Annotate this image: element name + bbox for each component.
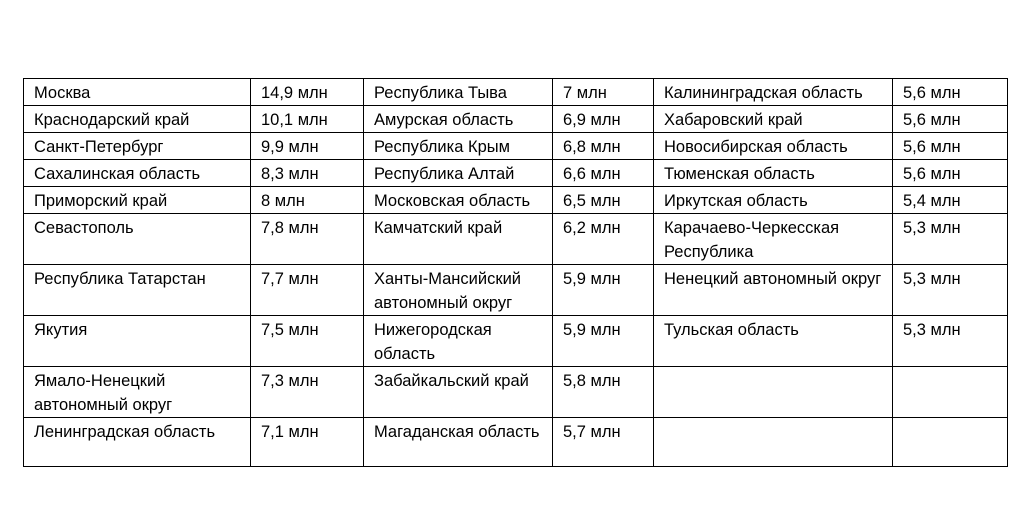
- value-cell: 6,2 млн: [553, 214, 654, 265]
- value-cell: 7,1 млн: [251, 418, 364, 467]
- value-cell: 5,6 млн: [893, 106, 1008, 133]
- region-name-cell: Калининградская область: [654, 79, 893, 106]
- empty-cell: [893, 367, 1008, 418]
- region-name-cell: Республика Тыва: [364, 79, 553, 106]
- region-name-cell: Республика Крым: [364, 133, 553, 160]
- value-cell: 14,9 млн: [251, 79, 364, 106]
- table-row: [24, 316, 1008, 367]
- region-name-cell: Ямало-Ненецкий автономный округ: [24, 367, 251, 418]
- table-row: [24, 160, 1008, 187]
- region-name-cell: Новосибирская область: [654, 133, 893, 160]
- empty-cell: [893, 418, 1008, 467]
- value-cell: 7,5 млн: [251, 316, 364, 367]
- value-cell: 5,9 млн: [553, 316, 654, 367]
- value-cell: 5,6 млн: [893, 133, 1008, 160]
- region-name-cell: Магаданская область: [364, 418, 553, 467]
- table-row: [24, 133, 1008, 160]
- region-name-cell: Забайкальский край: [364, 367, 553, 418]
- value-cell: 5,3 млн: [893, 265, 1008, 316]
- value-cell: 5,3 млн: [893, 316, 1008, 367]
- value-cell: 5,7 млн: [553, 418, 654, 467]
- empty-cell: [654, 418, 893, 467]
- value-cell: 7 млн: [553, 79, 654, 106]
- region-name-cell: Тюменская область: [654, 160, 893, 187]
- table-row: [24, 79, 1008, 106]
- table-row: [24, 214, 1008, 265]
- region-name-cell: Приморский край: [24, 187, 251, 214]
- region-name-cell: Москва: [24, 79, 251, 106]
- region-name-cell: Нижегородская область: [364, 316, 553, 367]
- empty-cell: [654, 367, 893, 418]
- value-cell: 6,5 млн: [553, 187, 654, 214]
- region-name-cell: Тульская область: [654, 316, 893, 367]
- value-cell: 7,3 млн: [251, 367, 364, 418]
- value-cell: 5,6 млн: [893, 160, 1008, 187]
- table-row: [24, 106, 1008, 133]
- value-cell: 5,4 млн: [893, 187, 1008, 214]
- region-name-cell: Севастополь: [24, 214, 251, 265]
- region-name-cell: Ленинградская область: [24, 418, 251, 467]
- region-name-cell: Сахалинская область: [24, 160, 251, 187]
- value-cell: 6,9 млн: [553, 106, 654, 133]
- value-cell: 8 млн: [251, 187, 364, 214]
- region-name-cell: Московская область: [364, 187, 553, 214]
- region-name-cell: Карачаево-Черкесская Республика: [654, 214, 893, 265]
- value-cell: 6,8 млн: [553, 133, 654, 160]
- value-cell: 10,1 млн: [251, 106, 364, 133]
- region-name-cell: Санкт-Петербург: [24, 133, 251, 160]
- region-name-cell: Амурская область: [364, 106, 553, 133]
- table-row: [24, 187, 1008, 214]
- region-name-cell: Камчатский край: [364, 214, 553, 265]
- value-cell: 5,9 млн: [553, 265, 654, 316]
- value-cell: 5,6 млн: [893, 79, 1008, 106]
- region-name-cell: Республика Татарстан: [24, 265, 251, 316]
- value-cell: 5,8 млн: [553, 367, 654, 418]
- value-cell: 7,8 млн: [251, 214, 364, 265]
- value-cell: 8,3 млн: [251, 160, 364, 187]
- region-name-cell: Ненецкий автономный округ: [654, 265, 893, 316]
- table-row: [24, 265, 1008, 316]
- region-name-cell: Краснодарский край: [24, 106, 251, 133]
- region-name-cell: Ханты-Мансийский автономный округ: [364, 265, 553, 316]
- table-row: [24, 418, 1008, 467]
- region-name-cell: Хабаровский край: [654, 106, 893, 133]
- value-cell: 5,3 млн: [893, 214, 1008, 265]
- value-cell: 9,9 млн: [251, 133, 364, 160]
- regions-table: [23, 78, 1008, 467]
- value-cell: 6,6 млн: [553, 160, 654, 187]
- region-name-cell: Республика Алтай: [364, 160, 553, 187]
- region-name-cell: Иркутская область: [654, 187, 893, 214]
- table-row: [24, 367, 1008, 418]
- value-cell: 7,7 млн: [251, 265, 364, 316]
- region-name-cell: Якутия: [24, 316, 251, 367]
